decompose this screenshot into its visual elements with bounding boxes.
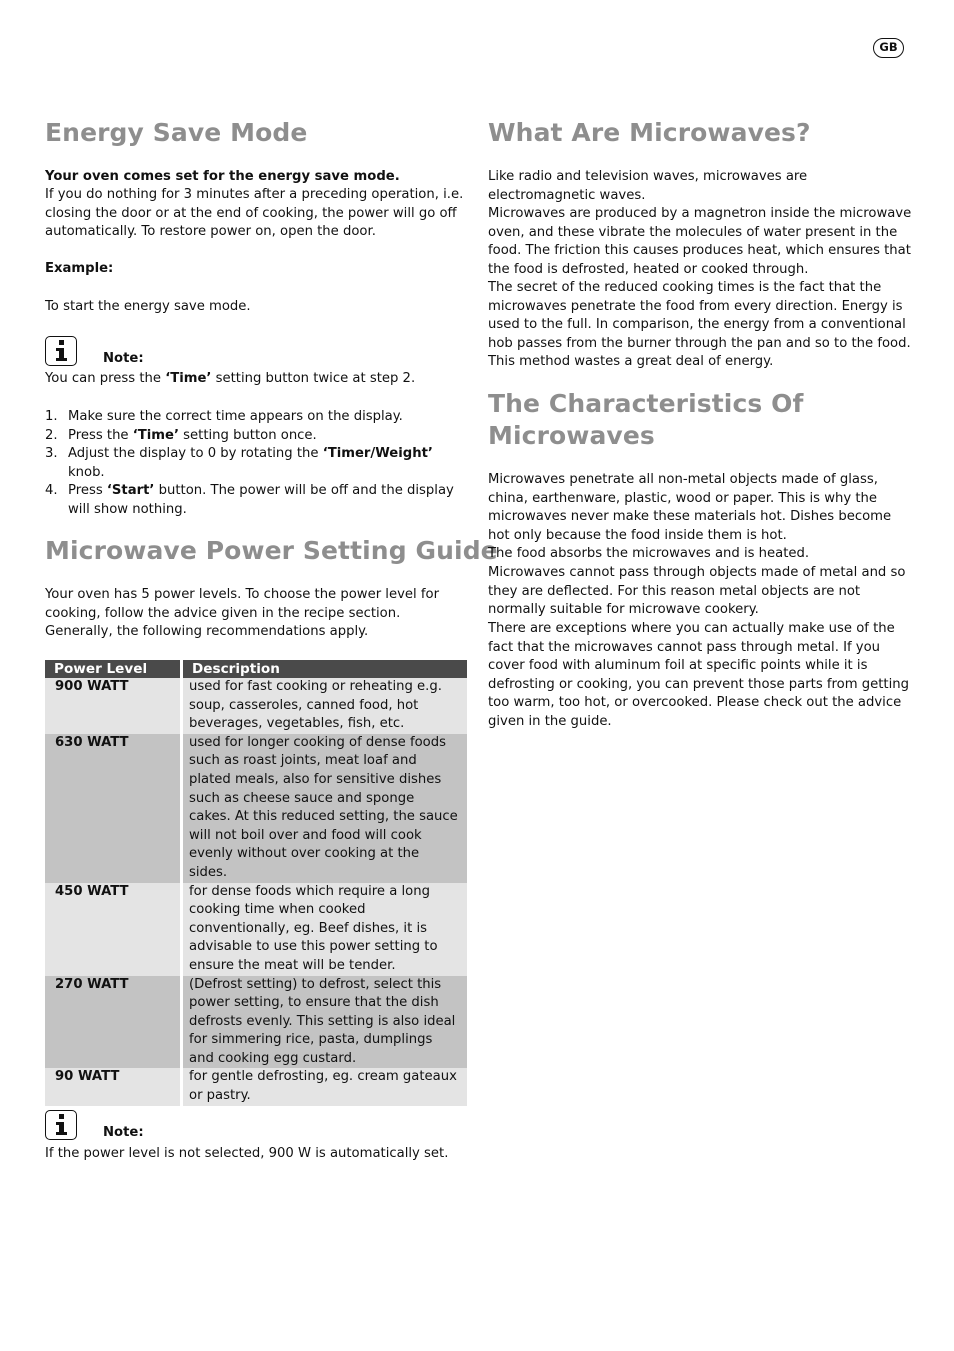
description-cell: for dense foods which require a long cooking time when cooked conventionally, eg. Beef dishes, it is advisable to use this power setting to ensure the meat will be tender. (182, 883, 468, 976)
list-item: 4. Press ‘Start’ button. The power will be off and the display will show nothing. (45, 483, 454, 517)
chars-para-2: The food absorbs the microwaves and is heated. (488, 546, 810, 561)
note-label: Note: (103, 351, 144, 366)
description-cell: used for longer cooking of dense foods such as roast joints, meat loaf and plated meals, also for sensitive dishes such as cheese sauce and sponge cakes. At this reduced setting, the sauce will not boil over and food will cook evenly without over cooking at the sides. (182, 734, 468, 883)
chars-para-1: Microwaves penetrate all non-metal objects made of glass, china, earthenware, plastic, wood or paper. This is why the microwaves never make these materials hot. Dishes become hot only because the food inside them is hot. (488, 472, 892, 543)
chars-para-4: There are exceptions where you can actually make use of the fact that the microwaves cannot pass through metal. If you cover food with aluminum foil at specific points while it is defrosting or cooking, you can prevent those parts from getting too warm, too hot, or overcooked. Please check out the advice given in the guide. (488, 621, 909, 729)
power-level-cell: 630 WATT (45, 734, 182, 883)
table-row (45, 1068, 467, 1105)
table-row (45, 883, 467, 976)
what-para-1: Like radio and television waves, microwaves are electromagnetic waves. (488, 169, 808, 203)
what-para-3: The secret of the reduced cooking times is the fact that the microwaves penetrate the food from every direction. Energy is used to the full. In comparison, the energy from a conventional hob passes from the burner through the pan and so to the food. This method wastes a great deal of energy. (488, 280, 911, 370)
chars-para-3: Microwaves cannot pass through objects made of metal and so they are deflected. For this reason metal objects are not normally suitable for microwave cookery. (488, 565, 906, 618)
column-header-power-level: Power Level (45, 660, 182, 678)
steps-list (45, 408, 467, 520)
what-are-microwaves-title: What Are Microwaves? (488, 118, 811, 147)
description-cell: for gentle defrosting, eg. cream gateaux or pastry. (182, 1068, 468, 1105)
table-header-row (45, 660, 467, 678)
power-level-cell: 450 WATT (45, 883, 182, 976)
list-item: 3. Adjust the display to 0 by rotating the ‘Timer/Weight’ knob. (45, 446, 433, 480)
energy-save-body: If you do nothing for 3 minutes after a preceding operation, i.e. closing the door or at the end of cooking, the power will go off automatically. To restore power on, open the door. (45, 187, 464, 240)
what-para-2: Microwaves are produced by a magnetron inside the microwave oven, and these vibrate the molecules of water present in the food. The friction this causes produces heat, which ensures that the food is defrosted, heated or cooked through. (488, 206, 912, 277)
info-icon (45, 1110, 77, 1140)
note-1-text: You can press the ‘Time’ setting button twice at step 2. (45, 371, 416, 386)
table-row (45, 734, 467, 883)
language-badge: GB (873, 38, 904, 58)
characteristics-title-line-2: Microwaves (488, 421, 655, 450)
description-cell: used for fast cooking or reheating e.g. soup, casseroles, canned food, hot beverages, vegetables, fish, etc. (182, 678, 468, 734)
table-row (45, 678, 467, 734)
power-level-cell: 90 WATT (45, 1068, 182, 1105)
power-level-cell: 270 WATT (45, 976, 182, 1069)
info-icon (45, 336, 77, 366)
example-label: Example: (45, 261, 114, 276)
power-guide-intro: Your oven has 5 power levels. To choose the power level for cooking, follow the advice given in the recipe section. Generally, the following recommendations apply. (45, 587, 439, 640)
description-cell: (Defrost setting) to defrost, select this power setting, to ensure that the dish defrosts evenly. This setting is also ideal for simmering rice, pasta, dumplings and cooking egg custard. (182, 976, 468, 1069)
example-text: To start the energy save mode. (45, 299, 251, 314)
note-2-text: If the power level is not selected, 900 W is automatically set. (45, 1146, 449, 1161)
energy-save-lead: Your oven comes set for the energy save mode. (45, 169, 400, 184)
list-item: 1. Make sure the correct time appears on the display. (45, 409, 403, 424)
power-level-cell: 900 WATT (45, 678, 182, 734)
column-header-description: Description (182, 660, 468, 678)
list-item: 2. Press the ‘Time’ setting button once. (45, 427, 317, 443)
characteristics-title-line-1: The Characteristics Of (488, 389, 804, 418)
power-level-table (45, 660, 467, 1106)
energy-save-title: Energy Save Mode (45, 118, 308, 147)
note-label: Note: (103, 1125, 144, 1140)
power-guide-title: Microwave Power Setting Guide (45, 536, 498, 565)
table-row (45, 976, 467, 1069)
